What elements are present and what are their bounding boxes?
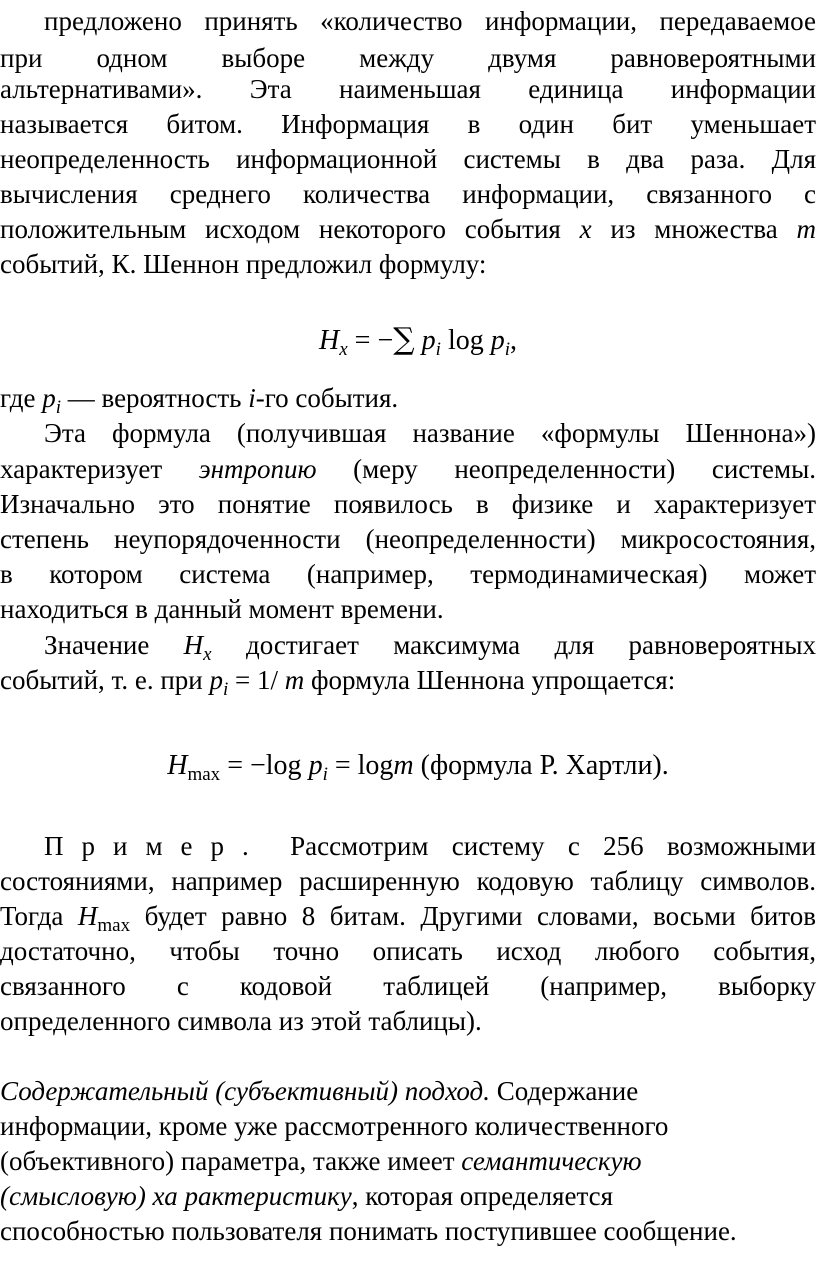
paragraph-line: Изначально это понятие появилось в физике и характеризует <box>0 489 816 519</box>
paragraph-line: неопределенность информационной системы в два раза. Для <box>0 144 816 174</box>
paragraph-line: предложено принять «количество информации, передаваемое <box>44 6 816 36</box>
paragraph-line: характеризует энтропию (меру неопределенности) системы. <box>0 454 816 484</box>
paragraph-line: информации, кроме уже рассмотренного количественного <box>0 1111 669 1141</box>
variable-m: m <box>796 214 816 244</box>
paragraph-line: степень неупорядоченности (неопределенности) микросостояния, <box>0 524 816 554</box>
paragraph-line: при одном выборе между двумя равновероятными <box>0 43 816 73</box>
paragraph-line: Пример. Рассмотрим систему с 256 возможными <box>44 831 816 861</box>
emphasis-entropy: энтропию <box>198 454 317 484</box>
paragraph-line: связанного с кодовой таблицей (например, выборку <box>0 971 816 1001</box>
shannon-formula: $H_x$ = −∑ $p_i$ $\log p_i$, <box>318 322 518 360</box>
paragraph-line: вычисления среднего количества информации, связанного с <box>0 179 816 209</box>
section-heading: Содержательный (субъективный) подход. <box>0 1076 490 1106</box>
where-line: где $p_i$ — вероятность i-го события. <box>0 383 399 418</box>
paragraph-line: Значение $H_x$ достигает максимума для равновероятных <box>44 630 816 665</box>
paragraph-line: способностью пользователя понимать поступившее сообщение. <box>0 1216 737 1246</box>
paragraph-line: (смысловую) ха рактеристику, которая определяется <box>0 1181 613 1211</box>
paragraph-line: Эта формула (получившая название «формулы Шеннона») <box>44 418 816 448</box>
paragraph-line: определенного символа из этой таблицы). <box>0 1006 482 1036</box>
variable-x: x <box>579 214 592 244</box>
paragraph-line: событий, К. Шеннон предложил формулу: <box>0 249 487 279</box>
paragraph-line: в котором система (например, термодинамическая) может <box>0 559 816 589</box>
paragraph-line: (объективного) параметра, также имеет семантическую <box>0 1146 642 1176</box>
sum-symbol: ∑ <box>393 322 415 357</box>
paragraph-line: событий, т. е. при $p_i = 1/$ m формула Шеннона упрощается: <box>0 665 676 700</box>
paragraph-line: находиться в данный момент времени. <box>0 594 444 624</box>
paragraph-line: достаточно, чтобы точно описать исход любого события, <box>0 936 816 966</box>
paragraph-line: состояниями, например расширенную кодовую таблицу символов. <box>0 866 816 896</box>
paragraph-line: называется битом. Информация в один бит уменьшает <box>0 109 816 139</box>
example-label: Пример. <box>44 831 267 861</box>
hartley-formula: $H_{max} = -\log$ $p_i = \log m$ (формула Р. Хартли). <box>167 750 669 785</box>
paragraph-line: Тогда $H_{max}$ будет равно 8 битам. Другими словами, восьми битов <box>0 901 816 936</box>
paragraph-line: альтернативами». Эта наименьшая единица информации <box>0 74 816 104</box>
paragraph-line: Содержательный (субъективный) подход. Содержание <box>0 1076 639 1106</box>
paragraph-line: положительным исходом некоторого события x из множества m <box>0 214 816 244</box>
